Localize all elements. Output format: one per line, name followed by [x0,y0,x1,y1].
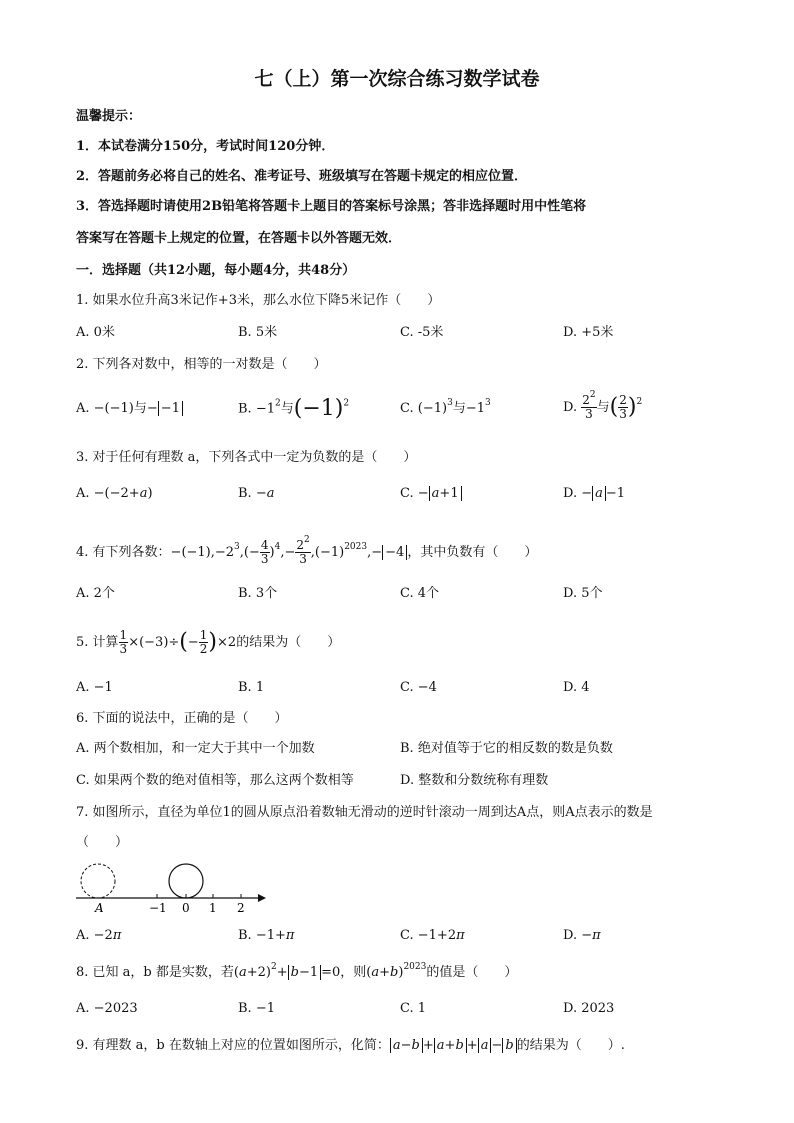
q6-option-a: A. 两个数相加，和一定大于其中一个加数 [76,741,315,756]
q4-option-a: A. 2个 [76,586,115,601]
q2-option-d: D. $\frac{2^2}{3}$ 与( $\frac{2}{3}$ )$^2$ [563,390,643,421]
q3-option-b: B. −a [238,486,275,501]
q7-option-c: C. −1+2π [400,928,465,943]
section-heading: 一．选择题（共12小题，每小题4分，共48分） [76,263,356,278]
q7-option-a: A. −2π [76,928,122,943]
q1-option-c: C. -5米 [400,325,444,340]
question-7-stem: 7. 如图所示，直径为单位1的圆从原点沿着数轴无滑动的逆时针滚动一周到达A点，则A点表示的数是 [76,805,653,820]
q2-option-a: A. −(−1)与− −1 [76,400,183,418]
q8-option-c: C. 1 [400,1001,427,1016]
axis-label-2: 2 [237,901,245,915]
question-6-stem: 6. 下面的说法中，正确的是（ ） [76,711,288,726]
q1-option-b: B. 5米 [238,325,278,340]
axis-label-minus1: −1 [149,901,167,915]
q4-option-c: C. 4个 [400,586,440,601]
q2-option-b: B. $-1^2$与$(-1)^2$ [238,396,350,421]
axis-label-1: 1 [209,901,217,915]
question-9-stem: 9. 有理数 a，b 在数轴上对应的位置如图所示，化简： a−b + a+b + a − b 的结果为（ ）. [76,1038,625,1053]
solid-circle [169,864,203,898]
q3-option-a: A. −(−2+a) [76,486,153,501]
question-5-stem: 5. 计算 $\frac{1}{3}$ ×(−3)÷(− $\frac{1}{2}$ )×2的结果为（ ） [76,628,341,656]
q3-option-d: D. − a −1 [563,486,626,501]
q6-option-c: C. 如果两个数的绝对值相等，那么这两个数相等 [76,773,354,788]
q4-option-b: B. 3个 [238,586,278,601]
axis-arrow [258,894,266,902]
q1-option-d: D. +5米 [563,325,614,340]
q5-option-a: A. −1 [76,680,113,695]
q8-option-d: D. 2023 [563,1001,615,1016]
q5-option-c: C. −4 [400,680,437,695]
number-line-figure [72,856,272,916]
q8-option-a: A. −2023 [76,1001,138,1016]
q5-option-d: D. 4 [563,680,590,695]
q3-option-c: C. − a+1 [400,485,462,503]
question-8-stem: 8. 已知 a，b 都是实数，若$(a+2)^2+ b-1 =0$，则$(a+b)^{2023}$的值是（ ） [76,962,518,980]
q1-option-a: A. 0米 [76,325,115,340]
q4-option-d: D. 5个 [563,586,603,601]
notice-item-4: 答案写在答题卡上规定的位置，在答题卡以外答题无效． [76,231,402,246]
axis-label-a: A [95,901,104,915]
question-7-paren: （ ） [76,835,129,850]
axis-label-0: 0 [182,901,190,915]
q8-option-b: B. −1 [238,1001,275,1016]
notice-item-3: 3．答选择题时请使用2B铅笔将答题卡上题目的答案标号涂黑；答非选择题时用中性笔将 [76,199,587,214]
q2-option-c: C. $(-1)^3$与$-1^3$ [400,398,491,416]
question-1-stem: 1. 如果水位升高3米记作+3米，那么水位下降5米记作（ ） [76,293,441,308]
page-title: 七（上）第一次综合练习数学试卷 [254,68,540,90]
notice-heading: 温馨提示： [76,109,142,124]
question-4-stem: 4. 有下列各数：$-(-1),-2^3,(-$ $\frac{4}{3}$ )$^4$,− $\frac{2^2}{3}$ $,(-1)^{2023},- -4$ ，其中负数有（ ） [76,535,538,566]
question-2-stem: 2. 下列各对数中，相等的一对数是（ ） [76,357,327,372]
notice-item-1: 1．本试卷满分150分，考试时间120分钟． [76,139,335,154]
q6-option-b: B. 绝对值等于它的相反数的数是负数 [400,741,613,756]
q7-option-d: D. −π [563,928,601,943]
notice-item-2: 2．答题前务必将自己的姓名、准考证号、班级填写在答题卡规定的相应位置． [76,169,528,184]
q5-option-b: B. 1 [238,680,265,695]
q6-option-d: D. 整数和分数统称有理数 [400,773,549,788]
dashed-circle [81,864,115,898]
question-3-stem: 3. 对于任何有理数 a，下列各式中一定为负数的是（ ） [76,450,417,465]
q7-option-b: B. −1+π [238,928,295,943]
